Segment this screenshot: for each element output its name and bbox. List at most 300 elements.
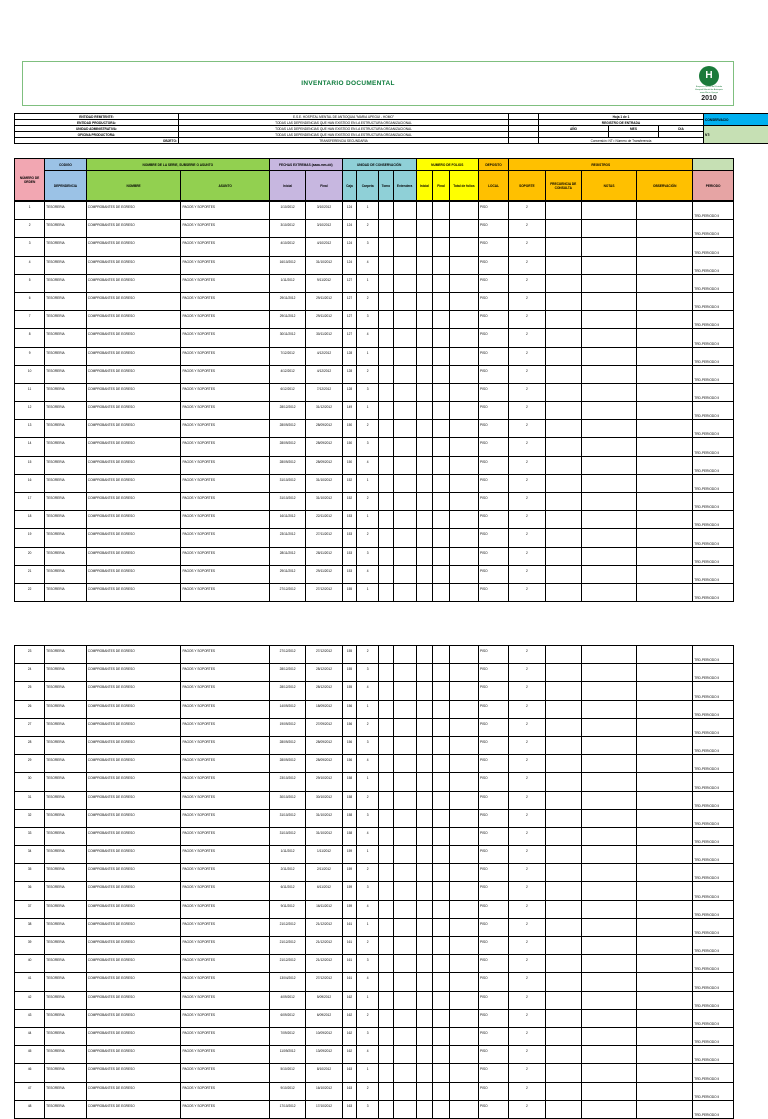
cell-caja: 163 [342,1064,357,1082]
cell-extendera [393,583,416,601]
cell-extendera [393,646,416,664]
cell-local: PISO [478,773,508,791]
cell-soporte: 2 [509,565,545,583]
cell-observacion [637,1027,693,1045]
cell-extendera [393,547,416,565]
cell-soporte: 2 [509,664,545,682]
cell-extendera [393,864,416,882]
cell-soporte: 2 [509,882,545,900]
cell-extendera [393,274,416,292]
cell-notas [581,955,636,973]
cell-local: PISO [478,973,508,991]
conservacion-label: CONSERVACIO [704,114,768,126]
cell-tomo [379,256,394,274]
table-row [15,493,734,511]
cell-carpeta: 1 [357,474,379,492]
cell-carpeta: 1 [357,511,379,529]
cell-folio-inicial [416,493,433,511]
cell-carpeta: 1 [357,700,379,718]
cell-carpeta: 4 [357,329,379,347]
cell-asunto: PAGOS Y SOPORTES [181,456,269,474]
cell-periodo: TRD-PERIODO II [693,918,734,936]
cell-periodo: TRD-PERIODO II [693,882,734,900]
cell-folio-inicial [416,682,433,700]
cell-fecha-inicial: 29/11/2012 [269,565,305,583]
cell-orden: 3 [15,238,45,256]
cell-fecha-final: 4/12/2012 [306,365,342,383]
cell-soporte: 2 [509,420,545,438]
cell-fecha-inicial: 2/11/2012 [269,864,305,882]
cell-periodo: TRD-PERIODO II [693,365,734,383]
table-row [15,1064,734,1082]
cell-carpeta: 1 [357,347,379,365]
cell-asunto: PAGOS Y SOPORTES [181,791,269,809]
cell-fecha-final: 29/11/2012 [306,311,342,329]
cell-local: PISO [478,238,508,256]
cell-folio-inicial [416,991,433,1009]
cell-soporte: 2 [509,973,545,991]
cell-notas [581,1046,636,1064]
cell-observacion [637,755,693,773]
cell-fecha-inicial: 29/11/2012 [269,311,305,329]
cell-orden: 12 [15,402,45,420]
cell-dependencia: TESORERIA [45,256,87,274]
cell-caja: 155 [342,583,357,601]
cell-periodo: TRD-PERIODO II [693,292,734,310]
cell-nombre: COMPROBANTES DE EGRESO [86,493,181,511]
cell-folio-final [433,202,450,220]
cell-dependencia: TESORERIA [45,1009,87,1027]
cell-orden: 24 [15,664,45,682]
cell-notas [581,311,636,329]
cell-tomo [379,565,394,583]
cell-periodo: TRD-PERIODO II [693,646,734,664]
cell-frecuencia [545,202,581,220]
cell-tomo [379,973,394,991]
cell-total-folios [449,402,478,420]
cell-local: PISO [478,529,508,547]
cell-frecuencia [545,402,581,420]
cell-periodo: TRD-PERIODO II [693,682,734,700]
cell-fecha-final: 7/12/2012 [306,383,342,401]
cell-caja: 156 [342,700,357,718]
cell-frecuencia [545,238,581,256]
cell-carpeta: 2 [357,1009,379,1027]
table-row [15,937,734,955]
cell-total-folios [449,791,478,809]
cell-asunto: PAGOS Y SOPORTES [181,311,269,329]
cell-folio-inicial [416,664,433,682]
cell-total-folios [449,700,478,718]
cell-orden: 34 [15,846,45,864]
cell-caja: 127 [342,311,357,329]
cell-local: PISO [478,220,508,238]
cell-nombre: COMPROBANTES DE EGRESO [86,292,181,310]
cell-orden: 4 [15,256,45,274]
cell-folio-inicial [416,646,433,664]
cell-asunto: PAGOS Y SOPORTES [181,1100,269,1118]
cell-periodo: TRD-PERIODO II [693,864,734,882]
cell-dependencia: TESORERIA [45,220,87,238]
hoja-label: Hoja 1 de 1 [539,114,704,120]
cell-extendera [393,329,416,347]
cell-orden: 37 [15,900,45,918]
cell-fecha-inicial: 11/09/2012 [269,1046,305,1064]
cell-local: PISO [478,456,508,474]
cell-folio-final [433,791,450,809]
cell-fecha-inicial: 28/12/2012 [269,402,305,420]
cell-notas [581,493,636,511]
cell-fecha-final: 6/09/2012 [306,1009,342,1027]
cell-observacion [637,456,693,474]
cell-dependencia: TESORERIA [45,292,87,310]
cell-observacion [637,736,693,754]
cell-orden: 22 [15,583,45,601]
cell-extendera [393,809,416,827]
cell-fecha-inicial: 13/04/2012 [269,973,305,991]
cell-periodo: TRD-PERIODO II [693,1082,734,1100]
cell-orden: 45 [15,1046,45,1064]
cell-total-folios [449,1082,478,1100]
cell-caja: 150 [342,456,357,474]
cell-dependencia: TESORERIA [45,583,87,601]
cell-orden: 11 [15,383,45,401]
cell-asunto: PAGOS Y SOPORTES [181,973,269,991]
cell-fecha-inicial: 3/10/2012 [269,220,305,238]
cell-folio-inicial [416,1009,433,1027]
cell-carpeta: 2 [357,420,379,438]
cell-asunto: PAGOS Y SOPORTES [181,383,269,401]
cell-folio-final [433,220,450,238]
cell-nombre: COMPROBANTES DE EGRESO [86,420,181,438]
cell-caja: 158 [342,827,357,845]
cell-extendera [393,1027,416,1045]
cell-folio-inicial [416,583,433,601]
cell-tomo [379,292,394,310]
header-table [14,113,768,144]
cell-fecha-final: 13/09/2012 [306,1046,342,1064]
cell-observacion [637,864,693,882]
cell-orden: 32 [15,809,45,827]
cell-nombre: COMPROBANTES DE EGRESO [86,718,181,736]
cell-periodo: TRD-PERIODO II [693,700,734,718]
cell-asunto: PAGOS Y SOPORTES [181,329,269,347]
cell-notas [581,238,636,256]
cell-dependencia: TESORERIA [45,238,87,256]
cell-total-folios [449,682,478,700]
cell-local: PISO [478,918,508,936]
cell-asunto: PAGOS Y SOPORTES [181,809,269,827]
cell-frecuencia [545,791,581,809]
cell-carpeta: 4 [357,256,379,274]
cell-folio-final [433,565,450,583]
cell-frecuencia [545,220,581,238]
cell-fecha-final: 29/10/2012 [306,773,342,791]
cell-notas [581,700,636,718]
cell-total-folios [449,773,478,791]
cell-asunto: PAGOS Y SOPORTES [181,402,269,420]
cell-caja: 162 [342,1027,357,1045]
cell-local: PISO [478,682,508,700]
cell-soporte: 2 [509,583,545,601]
cell-local: PISO [478,864,508,882]
cell-tomo [379,809,394,827]
cell-carpeta: 2 [357,1082,379,1100]
cell-carpeta: 4 [357,1046,379,1064]
cell-carpeta: 1 [357,991,379,1009]
cell-observacion [637,918,693,936]
cell-notas [581,456,636,474]
cell-caja: 128 [342,347,357,365]
cell-total-folios [449,718,478,736]
cell-nombre: COMPROBANTES DE EGRESO [86,256,181,274]
cell-fecha-final: 8/10/2012 [306,1064,342,1082]
cell-total-folios [449,220,478,238]
cell-folio-inicial [416,311,433,329]
cell-extendera [393,474,416,492]
cell-notas [581,383,636,401]
cell-caja: 153 [342,565,357,583]
cell-dependencia: TESORERIA [45,646,87,664]
cell-fecha-final: 31/10/2012 [306,256,342,274]
cell-soporte: 2 [509,329,545,347]
cell-caja: 124 [342,256,357,274]
cell-nombre: COMPROBANTES DE EGRESO [86,900,181,918]
cell-caja: 128 [342,383,357,401]
cell-extendera [393,456,416,474]
cell-fecha-inicial: 19/09/2012 [269,718,305,736]
cell-extendera [393,973,416,991]
cell-local: PISO [478,755,508,773]
cell-total-folios [449,511,478,529]
cell-asunto: PAGOS Y SOPORTES [181,700,269,718]
cell-soporte: 2 [509,736,545,754]
cell-folio-final [433,1064,450,1082]
cell-caja: 155 [342,682,357,700]
cell-local: PISO [478,547,508,565]
cell-total-folios [449,238,478,256]
cell-extendera [393,827,416,845]
cell-fecha-final: 31/10/2012 [306,493,342,511]
cell-nombre: COMPROBANTES DE EGRESO [86,311,181,329]
cell-folio-final [433,274,450,292]
table-row [15,646,734,664]
cell-fecha-final: 28/09/2012 [306,438,342,456]
cell-orden: 31 [15,791,45,809]
cell-nombre: COMPROBANTES DE EGRESO [86,565,181,583]
cell-local: PISO [478,827,508,845]
cell-fecha-inicial: 23/10/2012 [269,773,305,791]
cell-fecha-inicial: 4/12/2012 [269,365,305,383]
table-row [15,329,734,347]
cell-nombre: COMPROBANTES DE EGRESO [86,1009,181,1027]
cell-soporte: 2 [509,347,545,365]
cell-fecha-final: 1/11/2012 [306,846,342,864]
cell-observacion [637,529,693,547]
cell-fecha-final: 28/09/2012 [306,755,342,773]
cell-orden: 33 [15,827,45,845]
cell-dependencia: TESORERIA [45,565,87,583]
cell-total-folios [449,937,478,955]
cell-periodo: TRD-PERIODO II [693,202,734,220]
cell-observacion [637,547,693,565]
cell-notas [581,292,636,310]
cell-folio-final [433,292,450,310]
col-fechas-extremas: FECHAS EXTREMAS (aaaa-mm-dd) [269,159,342,171]
cell-tomo [379,827,394,845]
col-notas: NOTAS [581,171,636,201]
cell-local: PISO [478,438,508,456]
col-nombre-serie: NOMBRE DE LA SERIE, SUBSERIE O ASUNTO [86,159,269,171]
cell-folio-inicial [416,456,433,474]
cell-folio-final [433,955,450,973]
cell-observacion [637,420,693,438]
cell-observacion [637,493,693,511]
cell-carpeta: 4 [357,565,379,583]
table-row [15,991,734,1009]
cell-orden: 28 [15,736,45,754]
table-row [15,1100,734,1118]
cell-nombre: COMPROBANTES DE EGRESO [86,791,181,809]
cell-observacion [637,238,693,256]
cell-extendera [393,955,416,973]
cell-soporte: 2 [509,547,545,565]
cell-carpeta: 1 [357,274,379,292]
inventory-table-page-2 [14,645,734,1119]
cell-nombre: COMPROBANTES DE EGRESO [86,365,181,383]
cell-nombre: COMPROBANTES DE EGRESO [86,755,181,773]
cell-carpeta: 2 [357,646,379,664]
cell-periodo: TRD-PERIODO II [693,1046,734,1064]
cell-tomo [379,238,394,256]
cell-periodo: TRD-PERIODO II [693,773,734,791]
cell-dependencia: TESORERIA [45,1046,87,1064]
cell-fecha-final: 6/11/2012 [306,882,342,900]
cell-local: PISO [478,347,508,365]
cell-nombre: COMPROBANTES DE EGRESO [86,700,181,718]
cell-fecha-inicial: 16/11/2012 [269,511,305,529]
cell-fecha-final: 4/10/2012 [306,238,342,256]
cell-carpeta: 3 [357,238,379,256]
cell-carpeta: 4 [357,682,379,700]
cell-tomo [379,755,394,773]
cell-local: PISO [478,256,508,274]
cell-folio-final [433,827,450,845]
cell-folio-final [433,882,450,900]
cell-caja: 124 [342,220,357,238]
cell-folio-final [433,864,450,882]
cell-dependencia: TESORERIA [45,773,87,791]
cell-fecha-inicial: 23/11/2012 [269,529,305,547]
cell-soporte: 2 [509,791,545,809]
cell-local: PISO [478,846,508,864]
cell-tomo [379,220,394,238]
cell-extendera [393,565,416,583]
col-fecha-final: Final [306,171,342,201]
cell-carpeta: 2 [357,220,379,238]
cell-periodo: TRD-PERIODO II [693,900,734,918]
cell-folio-inicial [416,1100,433,1118]
cell-folio-final [433,256,450,274]
cell-folio-inicial [416,329,433,347]
cell-notas [581,882,636,900]
cell-folio-final [433,438,450,456]
cell-dependencia: TESORERIA [45,402,87,420]
cell-periodo: TRD-PERIODO II [693,511,734,529]
cell-nombre: COMPROBANTES DE EGRESO [86,882,181,900]
cell-fecha-inicial: 28/12/2012 [269,664,305,682]
cell-fecha-final: 21/12/2012 [306,918,342,936]
cell-notas [581,991,636,1009]
cell-folio-final [433,1046,450,1064]
cell-soporte: 2 [509,773,545,791]
cell-fecha-final: 27/12/2012 [306,973,342,991]
cell-nombre: COMPROBANTES DE EGRESO [86,918,181,936]
cell-folio-final [433,474,450,492]
cell-asunto: PAGOS Y SOPORTES [181,773,269,791]
cell-total-folios [449,973,478,991]
cell-caja: 153 [342,511,357,529]
cell-fecha-inicial: 4/09/2012 [269,991,305,1009]
table-row [15,474,734,492]
cell-orden: 7 [15,311,45,329]
cell-observacion [637,202,693,220]
cell-carpeta: 3 [357,438,379,456]
table-row [15,274,734,292]
cell-carpeta: 2 [357,864,379,882]
cell-nombre: COMPROBANTES DE EGRESO [86,1027,181,1045]
cell-folio-inicial [416,256,433,274]
cell-fecha-final: 16/10/2012 [306,1082,342,1100]
cell-notas [581,474,636,492]
cell-local: PISO [478,1064,508,1082]
cell-nombre: COMPROBANTES DE EGRESO [86,347,181,365]
table-row [15,365,734,383]
cell-observacion [637,646,693,664]
cell-asunto: PAGOS Y SOPORTES [181,274,269,292]
cell-caja: 155 [342,664,357,682]
table-row [15,700,734,718]
cell-fecha-inicial: 6/12/2012 [269,383,305,401]
cell-dependencia: TESORERIA [45,700,87,718]
entidad-remitente-label: ENTIDAD REMITENTE: [15,114,179,120]
cell-dependencia: TESORERIA [45,937,87,955]
cell-folio-inicial [416,547,433,565]
cell-soporte: 2 [509,292,545,310]
col-caja: Caja [342,171,357,201]
cell-folio-inicial [416,420,433,438]
cell-folio-final [433,1100,450,1118]
cell-nombre: COMPROBANTES DE EGRESO [86,955,181,973]
cell-periodo: TRD-PERIODO II [693,973,734,991]
cell-carpeta: 3 [357,311,379,329]
cell-dependencia: TESORERIA [45,918,87,936]
cell-folio-inicial [416,238,433,256]
cell-observacion [637,311,693,329]
cell-asunto: PAGOS Y SOPORTES [181,882,269,900]
cell-caja: 162 [342,1046,357,1064]
cell-soporte: 2 [509,202,545,220]
cell-extendera [393,493,416,511]
cell-fecha-final: 31/10/2012 [306,809,342,827]
cell-notas [581,511,636,529]
cell-fecha-final: 3/10/2012 [306,202,342,220]
cell-tomo [379,1100,394,1118]
cell-fecha-final: 28/09/2012 [306,736,342,754]
cell-folio-final [433,700,450,718]
cell-folio-final [433,991,450,1009]
cell-folio-inicial [416,474,433,492]
